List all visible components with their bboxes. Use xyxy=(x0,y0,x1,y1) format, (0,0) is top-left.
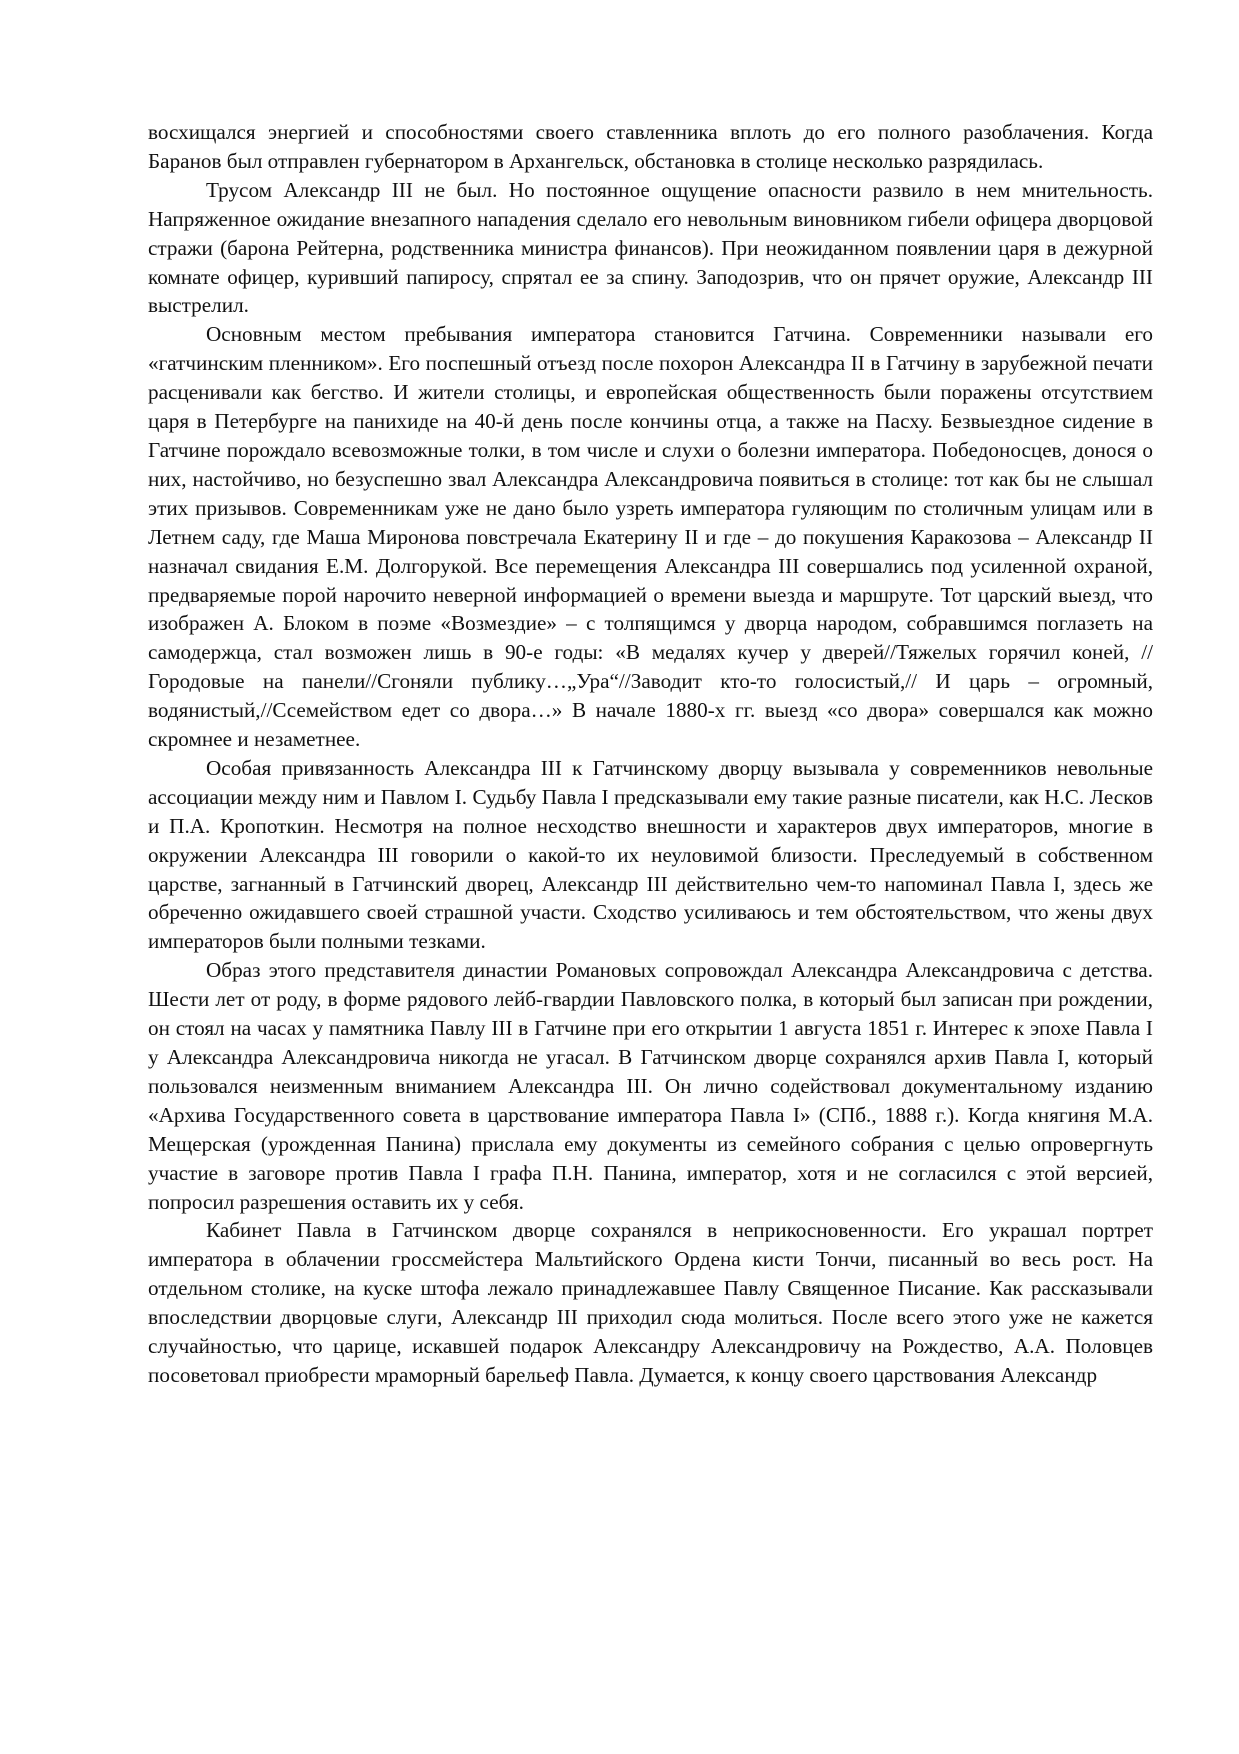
paragraph-3: Основным местом пребывания императора становится Гатчина. Современники называли его «гатчинским пленником». Его поспешный отъезд после похорон Александра II в Гатчину в зарубежной печати расценивали как бегство. И жители столицы, и европейская общественность были поражены отсутствием царя в Петербурге на панихиде на 40-й день после кончины отца, а также на Пасху. Безвыездное сидение в Гатчине порождало всевозможные толки, в том числе и слухи о болезни императора. Победоносцев, донося о них, настойчиво, но безуспешно звал Александра Александровича появиться в столице: тот как бы не слышал этих призывов. Современникам уже не дано было узреть императора гуляющим по столичным улицам или в Летнем саду, где Маша Миронова повстречала Екатерину II и где – до покушения Каракозова – Александр II назначал свидания Е.М. Долгорукой. Все перемещения Александра III совершались под усиленной охраной, предваряемые порой нарочито неверной информацией о времени выезда и маршруте. Тот царский выезд, что изображен А. Блоком в поэме «Возмездие» – с толпящимся у дворца народом, собравшимся поглазеть на самодержца, стал возможен лишь в 90-е годы: «В медалях кучер у дверей//Тяжелых горячил коней, //Городовые на панели//Сгоняли публику…„Ура“//Заводит кто-то голосистый,// И царь – огромный, водянистый,//Ссемейством едет со двора…» В начале 1880-х гг. выезд «со двора» совершался как можно скромнее и незаметнее. xyxy=(148,322,1153,752)
paragraph-2: Трусом Александр III не был. Но постоянное ощущение опасности развило в нем мнительность. Напряженное ожидание внезапного нападения сделало его невольным виновником гибели офицера дворцовой стражи (барона Рейтерна, родственника министра финансов). При неожиданном появлении царя в дежурной комнате офицер, куривший папиросу, спрятал ее за спину. Заподозрив, что он прячет оружие, Александр III выстрелил. xyxy=(148,177,1153,318)
document-page xyxy=(148,118,1153,1390)
paragraph-4: Особая привязанность Александра III к Гатчинскому дворцу вызывала у современников невольные ассоциации между ним и Павлом I. Судьбу Павла I предсказывали ему такие разные писатели, как Н.С. Лесков и П.А. Кропоткин. Несмотря на полное несходство внешности и характеров двух императоров, многие в окружении Александра III говорили о какой-то их неуловимой близости. Преследуемый в собственном царстве, загнанный в Гатчинский дворец, Александр III действительно чем-то напоминал Павла I, здесь же обреченно ожидавшего своей страшной участи. Сходство усиливаюсь и тем обстоятельством, что жены двух императоров были полными тезками. xyxy=(148,755,1153,954)
paragraph-5: Образ этого представителя династии Романовых сопровождал Александра Александровича с детства. Шести лет от роду, в форме рядового лейб-гвардии Павловского полка, в который был записан при рождении, он стоял на часах у памятника Павлу III в Гатчине при его открытии 1 августа 1851 г. Интерес к эпохе Павла I у Александра Александровича никогда не угасал. В Гатчинском дворце сохранялся архив Павла I, который пользовался неизменным вниманием Александра III. Он лично содействовал документальному изданию «Архива Государственного совета в царствование императора Павла I» (СПб., 1888 г.). Когда княгиня М.А. Мещерская (урожденная Панина) прислала ему документы из семейного собрания с целью опровергнуть участие в заговоре против Павла I графа П.Н. Панина, император, хотя и не согласился с этой версией, попросил разрешения оставить их у себя. xyxy=(148,958,1153,1214)
paragraph-1: восхищался энергией и способностями своего ставленника вплоть до его полного разоблачения. Когда Баранов был отправлен губернатором в Архангельск, обстановка в столице несколько разрядилась. xyxy=(148,120,1153,173)
paragraph-6: Кабинет Павла в Гатчинском дворце сохранялся в неприкосновенности. Его украшал портрет императора в облачении гроссмейстера Мальтийского Ордена кисти Тончи, писанный во весь рост. На отдельном столике, на куске штофа лежало принадлежавшее Павлу Священное Писание. Как рассказывали впоследствии дворцовые слуги, Александр III приходил сюда молиться. После всего этого уже не кажется случайностью, что царице, искавшей подарок Александру Александровичу на Рождество, А.А. Половцев посоветовал приобрести мраморный барельеф Павла. Думается, к концу своего царствования Александр xyxy=(148,1218,1153,1387)
